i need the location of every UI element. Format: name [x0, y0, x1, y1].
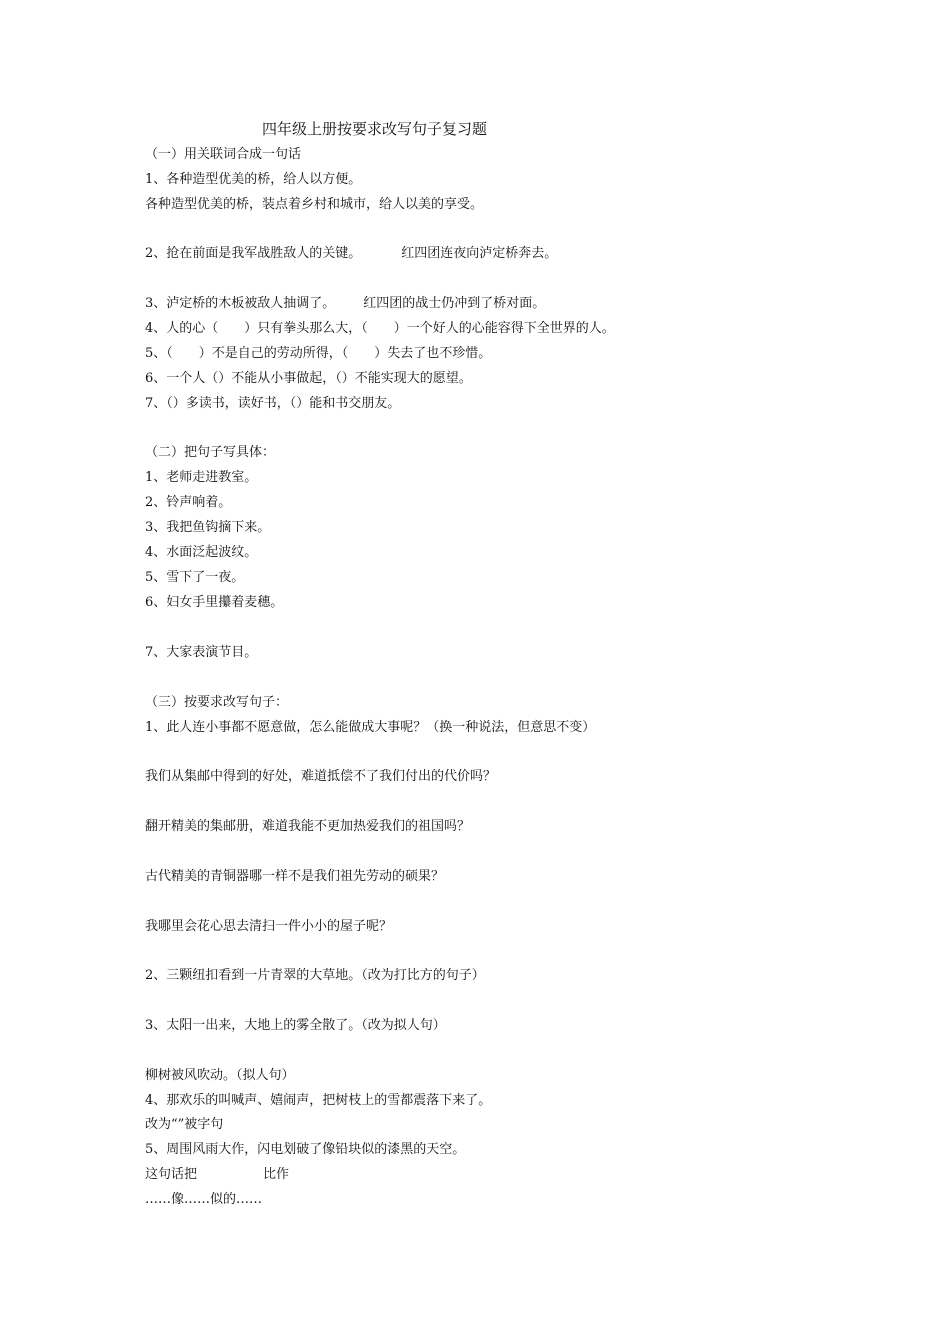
page-title: 四年级上册按要求改写句子复习题 — [262, 120, 488, 138]
list-item: 6、妇女手里攥着麦穗。 — [145, 595, 284, 610]
sentence-3-5: 柳树被风吹动。（拟人句） — [145, 1068, 295, 1083]
question-1-3a: 3、泸定桥的木板被敌人抽调了。 — [145, 296, 336, 311]
question-3-1: 1、此人连小事都不愿意做，怎么能做成大事呢？（换一种说法，但意思不变） — [145, 720, 596, 735]
question-1-2 — [145, 245, 557, 263]
question-3-3: 3、太阳一出来，大地上的雾全散了。（改为拟人句） — [145, 1018, 446, 1033]
question-3-2: 2、三颗纽扣看到一片青翠的大草地。（改为打比方的句子） — [145, 968, 485, 983]
list-item: 4、水面泛起波纹。 — [145, 545, 258, 560]
question-1-3 — [145, 295, 545, 313]
question-1-1b: 各种造型优美的桥，装点着乡村和城市，给人以美的享受。 — [145, 197, 484, 212]
sentence-3-1: 我们从集邮中得到的好处，难道抵偿不了我们付出的代价吗？ — [145, 769, 497, 784]
list-item: 3、我把鱼钩摘下来。 — [145, 520, 271, 535]
question-1-3b: 红四团的战士仍冲到了桥对面。 — [363, 296, 546, 311]
question-3-5-prompt — [145, 1166, 289, 1184]
sentence-3-2: 翻开精美的集邮册，难道我能不更加热爱我们的祖国吗？ — [145, 819, 471, 834]
list-item: 2、铃声响着。 — [145, 495, 232, 510]
list-item: 5、雪下了一夜。 — [145, 570, 245, 585]
question-3-4b: 改为“”被字句 — [145, 1117, 224, 1132]
question-1-4: 4、人的心（ ）只有拳头那么大，（ ）一个好人的心能容得下全世界的人。 — [145, 321, 615, 336]
sentence-3-3: 古代精美的青铜器哪一样不是我们祖先劳动的硕果？ — [145, 869, 445, 884]
question-3-5: 5、周围风雨大作，闪电划破了像铅块似的漆黑的天空。 — [145, 1142, 466, 1157]
question-3-5b: 比作 — [263, 1167, 290, 1182]
question-1-1a: 1、各种造型优美的桥，给人以方便。 — [145, 172, 362, 187]
sentence-3-4: 我哪里会花心思去清扫一件小小的屋子呢？ — [145, 919, 393, 934]
section-heading-2: （二）把句子写具体： — [145, 445, 276, 460]
question-3-4: 4、那欢乐的叫喊声、嬉闹声，把树枝上的雪都震落下来了。 — [145, 1093, 492, 1108]
question-3-5a: 这句话把 — [145, 1167, 198, 1182]
question-3-5c: ……像……似的…… — [145, 1192, 263, 1207]
question-1-2a: 2、抢在前面是我军战胜敌人的关键。 — [145, 246, 362, 261]
question-1-2b: 红四团连夜向泸定桥奔去。 — [401, 246, 558, 261]
question-1-7: 7、（）多读书，读好书，（）能和书交朋友。 — [145, 396, 401, 411]
section-heading-1: （一）用关联词合成一句话 — [145, 147, 302, 162]
list-item: 1、老师走进教室。 — [145, 470, 258, 485]
question-1-6: 6、一个人（）不能从小事做起，（）不能实现大的愿望。 — [145, 371, 472, 386]
list-item: 7、大家表演节目。 — [145, 645, 258, 660]
question-1-5: 5、（ ）不是自己的劳动所得，（ ）失去了也不珍惜。 — [145, 346, 492, 361]
section-heading-3: （三）按要求改写句子： — [145, 695, 289, 710]
